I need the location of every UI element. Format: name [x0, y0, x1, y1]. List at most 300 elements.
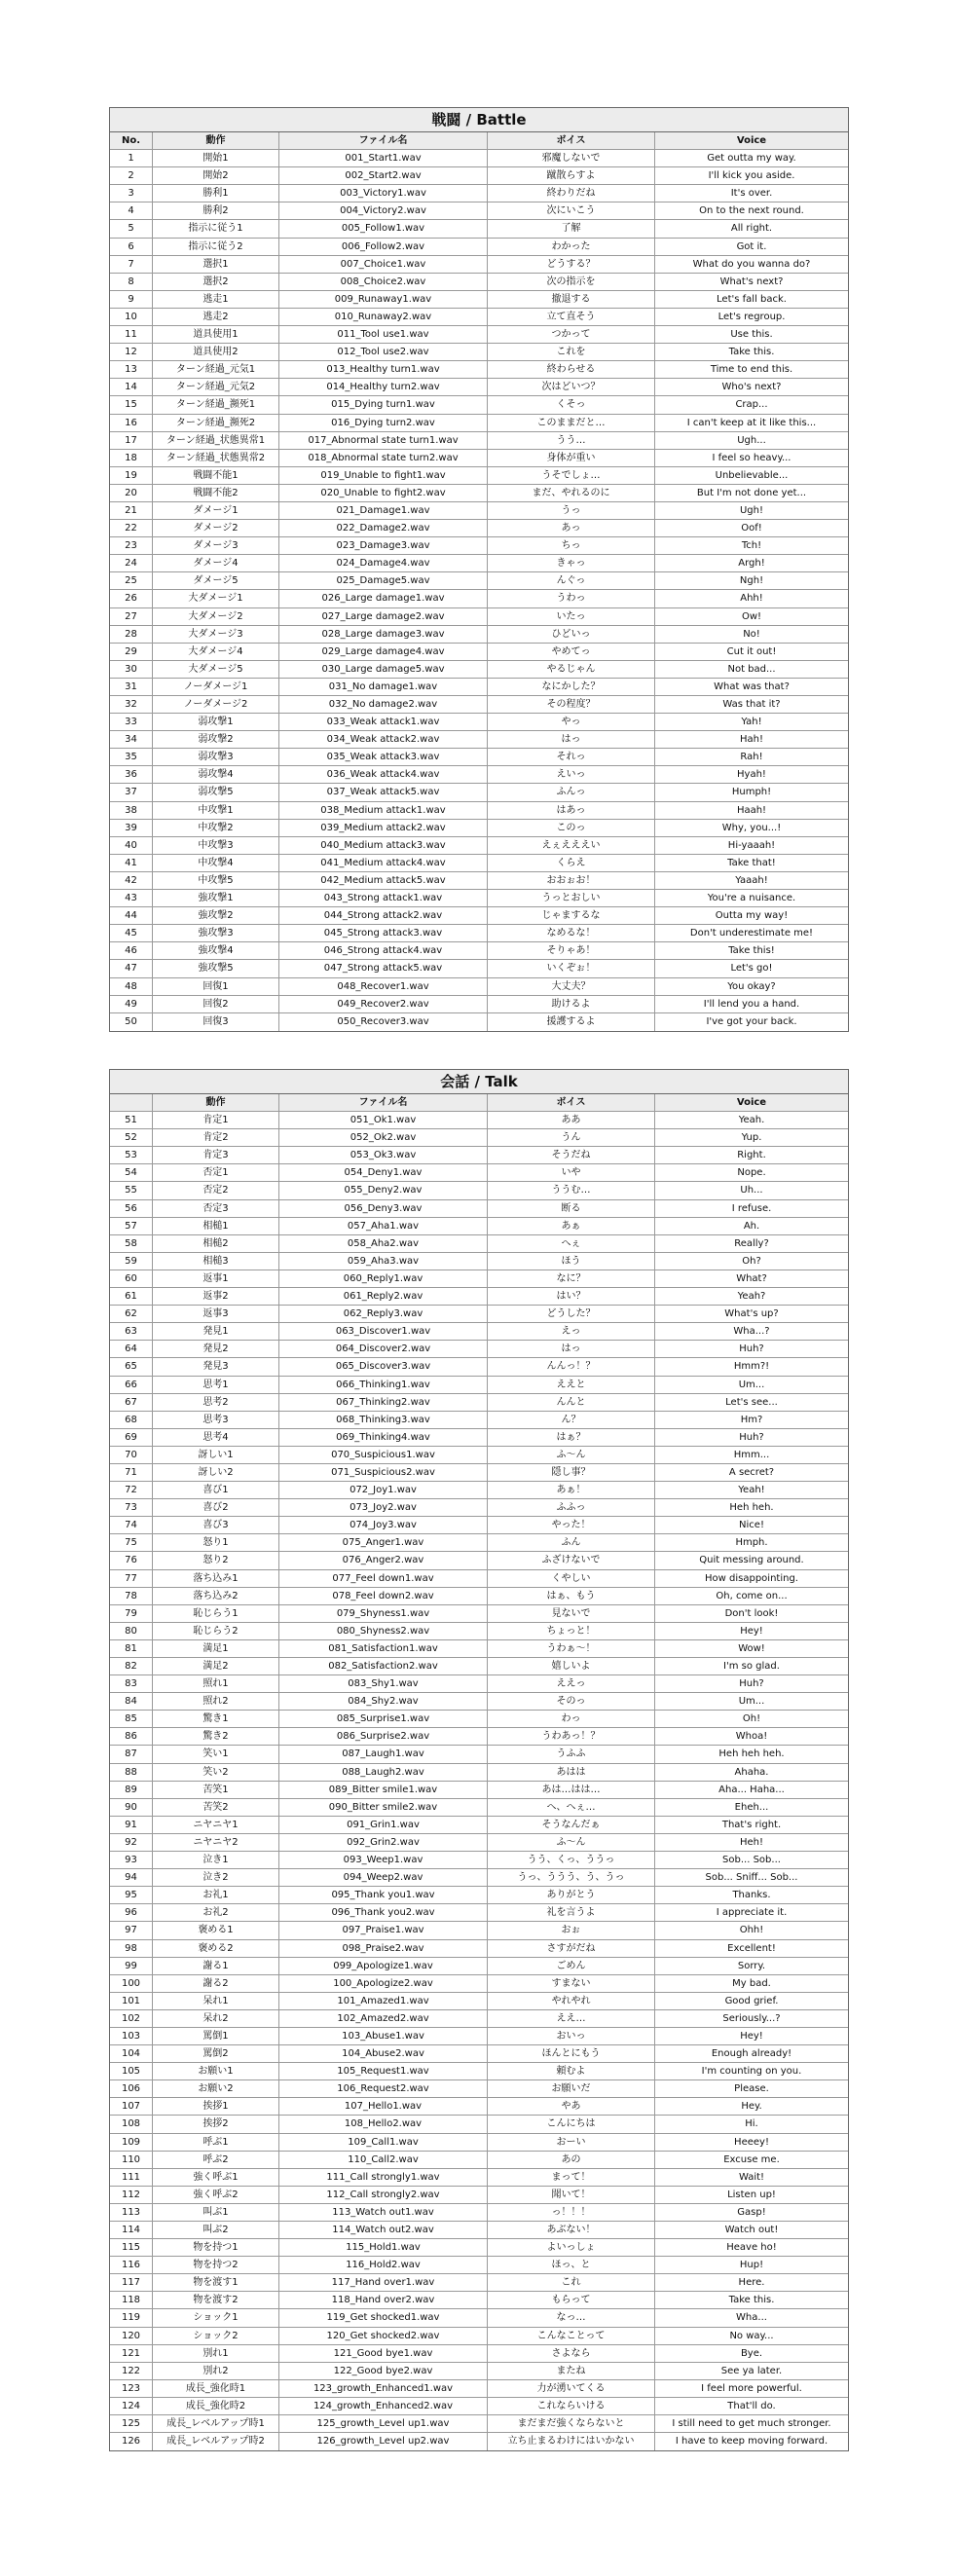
- talk-rows: [110, 1094, 848, 2450]
- voice-jp-cell: 嬉しいよ: [488, 1658, 655, 1674]
- number-cell: 62: [110, 1306, 153, 1322]
- voice-en-cell: Heh heh.: [729, 1502, 774, 1514]
- voice-en-cell: Hmm?!: [733, 1361, 770, 1373]
- action-cell: ターン経過_瀕死1: [153, 396, 279, 413]
- table-row: [110, 1570, 848, 1588]
- filename-cell: 103_Abuse1.wav: [279, 2028, 488, 2044]
- voice-jp-cell: おおぉお！: [488, 872, 655, 889]
- filename-cell: 109_Call1.wav: [279, 2134, 488, 2151]
- number-cell: 72: [110, 1482, 153, 1498]
- voice-en-cell: Let's fall back.: [717, 293, 787, 305]
- filename-cell: 105_Request1.wav: [279, 2063, 488, 2079]
- filename-cell: 120_Get shocked2.wav: [279, 2328, 488, 2344]
- action-cell: 驚き1: [153, 1711, 279, 1727]
- filename-cell: 019_Unable to fight1.wav: [279, 467, 488, 484]
- voice-jp-cell: おいっ: [488, 2028, 655, 2044]
- action-cell: 道具使用2: [153, 344, 279, 360]
- action-cell: ダメージ1: [153, 502, 279, 519]
- filename-cell: 086_Surprise2.wav: [279, 1728, 488, 1745]
- table-row: [110, 1817, 848, 1834]
- filename-cell: 029_Large damage4.wav: [279, 644, 488, 660]
- number-cell: 11: [110, 326, 153, 343]
- table-row: [110, 1675, 848, 1693]
- voice-en-cell: What was that?: [714, 681, 790, 692]
- voice-en-cell: Time to end this.: [710, 364, 793, 376]
- voice-jp-cell: 了解: [488, 220, 655, 237]
- column-header: ファイル名: [279, 132, 488, 149]
- action-cell: 罵倒2: [153, 2045, 279, 2062]
- filename-cell: 116_Hold2.wav: [279, 2257, 488, 2273]
- number-cell: 13: [110, 361, 153, 378]
- voice-en-cell: Argh!: [738, 558, 765, 570]
- voice-jp-cell: ちょっと！: [488, 1623, 655, 1639]
- table-row: [110, 907, 848, 925]
- number-cell: 28: [110, 626, 153, 643]
- table-row: [110, 661, 848, 679]
- filename-cell: 124_growth_Enhanced2.wav: [279, 2398, 488, 2414]
- action-cell: 思考2: [153, 1394, 279, 1411]
- voice-en-cell: Wha...?: [733, 1326, 770, 1338]
- action-cell: ターン経過_状態異常1: [153, 432, 279, 449]
- action-cell: お願い1: [153, 2063, 279, 2079]
- table-row: [110, 344, 848, 361]
- table-row: [110, 256, 848, 274]
- voice-en-cell: Hmm...: [733, 1449, 770, 1460]
- voice-jp-cell: うわぁ～！: [488, 1640, 655, 1657]
- filename-cell: 037_Weak attack5.wav: [279, 784, 488, 800]
- voice-jp-cell: うそでしょ…: [488, 467, 655, 484]
- number-cell: 118: [110, 2292, 153, 2308]
- voice-jp-cell: 撤退する: [488, 291, 655, 308]
- number-cell: 119: [110, 2309, 153, 2326]
- voice-en-cell: See ya later.: [720, 2365, 783, 2376]
- table-row: [110, 1887, 848, 1904]
- number-cell: 58: [110, 1235, 153, 1252]
- filename-cell: 094_Weep2.wav: [279, 1869, 488, 1886]
- voice-en-cell: Take this!: [728, 945, 775, 957]
- voice-jp-cell: はっ: [488, 731, 655, 748]
- voice-en-cell: Ow!: [741, 610, 762, 622]
- number-cell: 108: [110, 2116, 153, 2132]
- voice-jp-cell: うん: [488, 1129, 655, 1146]
- table-row: [110, 2134, 848, 2152]
- action-cell: 道具使用1: [153, 326, 279, 343]
- voice-en-cell: Yeah?: [737, 1291, 766, 1303]
- number-cell: 111: [110, 2169, 153, 2186]
- action-cell: 返事1: [153, 1270, 279, 1287]
- voice-en-cell: Crap...: [735, 399, 768, 411]
- table-row: [110, 379, 848, 396]
- action-cell: 肯定3: [153, 1147, 279, 1163]
- voice-jp-cell: えっ: [488, 1323, 655, 1340]
- number-cell: 34: [110, 731, 153, 748]
- number-cell: 81: [110, 1640, 153, 1657]
- filename-cell: 102_Amazed2.wav: [279, 2010, 488, 2027]
- filename-cell: 030_Large damage5.wav: [279, 661, 488, 678]
- filename-cell: 009_Runaway1.wav: [279, 291, 488, 308]
- action-cell: 褒める1: [153, 1922, 279, 1938]
- voice-jp-cell: うっ、ううう、う、うっ: [488, 1869, 655, 1886]
- table-row: [110, 1464, 848, 1482]
- voice-jp-cell: ちっ: [488, 537, 655, 554]
- table-row: [110, 2204, 848, 2222]
- voice-en-cell: Bye.: [740, 2347, 763, 2359]
- voice-en-cell: Was that it?: [722, 699, 781, 710]
- action-cell: 逃走1: [153, 291, 279, 308]
- filename-cell: 121_Good bye1.wav: [279, 2345, 488, 2362]
- table-row: [110, 1534, 848, 1552]
- table-row: [110, 1588, 848, 1605]
- action-cell: 相槌2: [153, 1235, 279, 1252]
- action-cell: 相槌1: [153, 1218, 279, 1234]
- table-row: [110, 415, 848, 432]
- talk-title: 会話 / Talk: [110, 1070, 848, 1094]
- action-cell: お願い2: [153, 2080, 279, 2097]
- table-row: [110, 2098, 848, 2116]
- action-cell: ターン経過_元気2: [153, 379, 279, 395]
- voice-jp-cell: こんなことって: [488, 2328, 655, 2344]
- action-cell: 指示に従う2: [153, 239, 279, 255]
- filename-cell: 064_Discover2.wav: [279, 1341, 488, 1357]
- voice-en-cell: Right.: [737, 1150, 766, 1161]
- filename-cell: 072_Joy1.wav: [279, 1482, 488, 1498]
- action-cell: 大ダメージ5: [153, 661, 279, 678]
- action-cell: 強攻撃2: [153, 907, 279, 924]
- table-row: [110, 1940, 848, 1958]
- number-cell: 98: [110, 1940, 153, 1957]
- number-cell: 43: [110, 890, 153, 906]
- filename-cell: 008_Choice2.wav: [279, 274, 488, 290]
- number-cell: 105: [110, 2063, 153, 2079]
- table-row: [110, 1412, 848, 1429]
- voice-en-cell: Wow!: [738, 1642, 765, 1654]
- filename-cell: 101_Amazed1.wav: [279, 1993, 488, 2009]
- voice-en-cell: What's next?: [719, 276, 784, 287]
- number-cell: 63: [110, 1323, 153, 1340]
- action-cell: 弱攻撃3: [153, 749, 279, 765]
- table-row: [110, 1235, 848, 1253]
- battle-rows: [110, 132, 848, 1031]
- action-cell: 成長_レベルアップ時1: [153, 2415, 279, 2432]
- voice-en-cell: Hey!: [740, 1625, 763, 1637]
- voice-jp-cell: あぁ！: [488, 1482, 655, 1498]
- voice-en-cell: My bad.: [732, 1977, 771, 1989]
- filename-cell: 039_Medium attack2.wav: [279, 820, 488, 836]
- filename-cell: 062_Reply3.wav: [279, 1306, 488, 1322]
- voice-jp-cell: お願いだ: [488, 2080, 655, 2097]
- action-cell: 褒める2: [153, 1940, 279, 1957]
- voice-en-cell: Hah!: [740, 734, 763, 746]
- table-row: [110, 239, 848, 256]
- filename-cell: 074_Joy3.wav: [279, 1517, 488, 1533]
- filename-cell: 093_Weep1.wav: [279, 1852, 488, 1868]
- filename-cell: 068_Thinking3.wav: [279, 1412, 488, 1428]
- voice-en-cell: You okay?: [727, 980, 776, 992]
- column-header: 動作: [153, 1094, 279, 1111]
- number-cell: 59: [110, 1253, 153, 1270]
- action-cell: 呼ぶ2: [153, 2152, 279, 2168]
- action-cell: 強攻撃4: [153, 942, 279, 959]
- voice-en-cell: Huh?: [739, 1431, 764, 1443]
- number-cell: 69: [110, 1429, 153, 1446]
- voice-jp-cell: どうした？: [488, 1306, 655, 1322]
- voice-jp-cell: あの: [488, 2152, 655, 2168]
- table-row: [110, 2045, 848, 2063]
- table-row: [110, 731, 848, 749]
- number-cell: 51: [110, 1112, 153, 1128]
- action-cell: 戦闘不能2: [153, 485, 279, 501]
- filename-cell: 126_growth_Level up2.wav: [279, 2433, 488, 2450]
- table-row: [110, 644, 848, 661]
- filename-cell: 004_Victory2.wav: [279, 202, 488, 219]
- filename-cell: 007_Choice1.wav: [279, 256, 488, 273]
- filename-cell: 036_Weak attack4.wav: [279, 766, 488, 783]
- action-cell: 喜び2: [153, 1499, 279, 1516]
- number-cell: 123: [110, 2380, 153, 2397]
- voice-en-cell: Really?: [734, 1237, 769, 1249]
- voice-en-cell: Don't look!: [724, 1607, 779, 1619]
- table-row: [110, 802, 848, 820]
- number-cell: 80: [110, 1623, 153, 1639]
- number-cell: 126: [110, 2433, 153, 2450]
- filename-cell: 107_Hello1.wav: [279, 2098, 488, 2115]
- table-row: [110, 1711, 848, 1728]
- number-cell: 73: [110, 1499, 153, 1516]
- action-cell: ニヤニヤ2: [153, 1834, 279, 1851]
- filename-cell: 025_Damage5.wav: [279, 572, 488, 589]
- voice-en-cell: I've got your back.: [706, 1015, 797, 1027]
- voice-jp-cell: これ: [488, 2274, 655, 2291]
- voice-jp-cell: っ！！！: [488, 2204, 655, 2221]
- action-cell: 返事3: [153, 1306, 279, 1322]
- voice-jp-cell: やるじゃん: [488, 661, 655, 678]
- table-row: [110, 1517, 848, 1534]
- filename-cell: 020_Unable to fight2.wav: [279, 485, 488, 501]
- number-cell: 60: [110, 1270, 153, 1287]
- column-header: No.: [110, 132, 153, 149]
- voice-jp-cell: いや: [488, 1164, 655, 1181]
- voice-jp-cell: 助けるよ: [488, 996, 655, 1012]
- table-row: [110, 1764, 848, 1782]
- table-row: [110, 520, 848, 537]
- number-cell: 99: [110, 1958, 153, 1974]
- action-cell: ニヤニヤ1: [153, 1817, 279, 1833]
- number-cell: 53: [110, 1147, 153, 1163]
- voice-jp-cell: やめてっ: [488, 644, 655, 660]
- filename-cell: 035_Weak attack3.wav: [279, 749, 488, 765]
- action-cell: 成長_レベルアップ時2: [153, 2433, 279, 2450]
- action-cell: 呆れ2: [153, 2010, 279, 2027]
- filename-cell: 122_Good bye2.wav: [279, 2363, 488, 2379]
- voice-en-cell: Quit messing around.: [699, 1555, 804, 1566]
- voice-jp-cell: うわあっ！？: [488, 1728, 655, 1745]
- action-cell: 開始1: [153, 150, 279, 166]
- number-cell: 20: [110, 485, 153, 501]
- voice-en-cell: Nope.: [737, 1167, 766, 1179]
- table-row: [110, 1782, 848, 1799]
- voice-jp-cell: ふ～ん: [488, 1447, 655, 1463]
- number-cell: 12: [110, 344, 153, 360]
- filename-cell: 056_Deny3.wav: [279, 1200, 488, 1217]
- table-row: [110, 890, 848, 907]
- voice-en-cell: Wha...: [736, 2312, 767, 2324]
- filename-cell: 049_Recover2.wav: [279, 996, 488, 1012]
- voice-en-cell: Oof!: [741, 523, 762, 534]
- voice-en-cell: Rah!: [740, 752, 763, 763]
- number-cell: 27: [110, 608, 153, 625]
- voice-jp-cell: その程度？: [488, 696, 655, 713]
- action-cell: ダメージ3: [153, 537, 279, 554]
- action-cell: 発見3: [153, 1358, 279, 1375]
- voice-jp-cell: あはは: [488, 1764, 655, 1781]
- voice-jp-cell: じゃまするな: [488, 907, 655, 924]
- voice-en-cell: Wait!: [738, 2171, 765, 2183]
- voice-en-cell: Hey!: [740, 2030, 763, 2042]
- number-cell: 8: [110, 274, 153, 290]
- table-row: [110, 2257, 848, 2274]
- table-row: [110, 2222, 848, 2239]
- number-cell: 104: [110, 2045, 153, 2062]
- filename-cell: 021_Damage1.wav: [279, 502, 488, 519]
- voice-en-cell: Tch!: [741, 540, 762, 552]
- voice-en-cell: Good grief.: [724, 1995, 779, 2006]
- number-cell: 19: [110, 467, 153, 484]
- number-cell: 101: [110, 1993, 153, 2009]
- voice-en-cell: Ohh!: [739, 1925, 764, 1936]
- action-cell: 中攻撃5: [153, 872, 279, 889]
- action-cell: 呆れ1: [153, 1993, 279, 2009]
- voice-en-cell: Huh?: [739, 1678, 764, 1690]
- voice-en-cell: Yeah.: [738, 1115, 765, 1126]
- filename-cell: 031_No damage1.wav: [279, 679, 488, 695]
- table-row: [110, 1147, 848, 1164]
- voice-en-cell: Hmph.: [735, 1537, 768, 1549]
- action-cell: 指示に従う1: [153, 220, 279, 237]
- filename-cell: 104_Abuse2.wav: [279, 2045, 488, 2062]
- voice-en-cell: Ah.: [743, 1220, 760, 1232]
- voice-en-cell: Ngh!: [739, 575, 764, 587]
- action-cell: 強く呼ぶ1: [153, 2169, 279, 2186]
- table-row: [110, 925, 848, 942]
- voice-jp-cell: どうする？: [488, 256, 655, 273]
- table-row: [110, 960, 848, 977]
- number-cell: 125: [110, 2415, 153, 2432]
- table-row: [110, 1341, 848, 1358]
- voice-jp-cell: くそっ: [488, 396, 655, 413]
- voice-en-cell: Not bad...: [727, 663, 776, 675]
- table-row: [110, 1799, 848, 1817]
- voice-en-cell: That'll do.: [727, 2400, 776, 2411]
- filename-cell: 012_Tool use2.wav: [279, 344, 488, 360]
- table-row: [110, 2063, 848, 2080]
- number-cell: 68: [110, 1412, 153, 1428]
- action-cell: 叫ぶ2: [153, 2222, 279, 2238]
- voice-jp-cell: 見ないで: [488, 1605, 655, 1622]
- voice-jp-cell: そうなんだぁ: [488, 1817, 655, 1833]
- table-row: [110, 1605, 848, 1623]
- action-cell: 中攻撃4: [153, 855, 279, 871]
- number-cell: 88: [110, 1764, 153, 1781]
- table-row: [110, 150, 848, 167]
- action-cell: 大ダメージ2: [153, 608, 279, 625]
- number-cell: 25: [110, 572, 153, 589]
- action-cell: 選択1: [153, 256, 279, 273]
- filename-cell: 022_Damage2.wav: [279, 520, 488, 536]
- voice-jp-cell: ううむ…: [488, 1182, 655, 1198]
- action-cell: 強く呼ぶ2: [153, 2187, 279, 2203]
- filename-cell: 095_Thank you1.wav: [279, 1887, 488, 1903]
- voice-en-cell: A secret?: [728, 1466, 775, 1478]
- column-header: ファイル名: [279, 1094, 488, 1111]
- voice-en-cell: I still need to get much stronger.: [672, 2418, 831, 2430]
- voice-en-cell: Here.: [738, 2277, 765, 2289]
- voice-jp-cell: そのっ: [488, 1693, 655, 1710]
- voice-en-cell: Humph!: [731, 787, 772, 798]
- voice-jp-cell: おぉ: [488, 1922, 655, 1938]
- voice-jp-cell: ひどいっ: [488, 626, 655, 643]
- voice-jp-cell: うわっ: [488, 590, 655, 607]
- voice-en-cell: How disappointing.: [705, 1572, 798, 1584]
- table-row: [110, 1993, 848, 2010]
- table-row: [110, 820, 848, 837]
- action-cell: 逃走2: [153, 309, 279, 325]
- table-row: [110, 537, 848, 555]
- action-cell: 挨拶1: [153, 2098, 279, 2115]
- table-row: [110, 2328, 848, 2345]
- voice-jp-cell: それっ: [488, 749, 655, 765]
- number-cell: 61: [110, 1288, 153, 1305]
- number-cell: 21: [110, 502, 153, 519]
- table-row: [110, 185, 848, 202]
- number-cell: 36: [110, 766, 153, 783]
- table-row: [110, 837, 848, 855]
- table-row: [110, 1640, 848, 1658]
- filename-cell: 089_Bitter smile1.wav: [279, 1782, 488, 1798]
- number-cell: 55: [110, 1182, 153, 1198]
- voice-jp-cell: またね: [488, 2363, 655, 2379]
- filename-cell: 088_Laugh2.wav: [279, 1764, 488, 1781]
- number-cell: 95: [110, 1887, 153, 1903]
- action-cell: 弱攻撃1: [153, 714, 279, 730]
- voice-en-cell: Take this.: [728, 347, 775, 358]
- filename-cell: 113_Watch out1.wav: [279, 2204, 488, 2221]
- voice-jp-cell: はっ: [488, 1341, 655, 1357]
- voice-jp-cell: はぁ、もう: [488, 1588, 655, 1604]
- number-cell: 97: [110, 1922, 153, 1938]
- action-cell: 回復3: [153, 1013, 279, 1031]
- voice-en-cell: Take this.: [728, 2295, 775, 2306]
- action-cell: 弱攻撃2: [153, 731, 279, 748]
- table-row: [110, 572, 848, 590]
- filename-cell: 078_Feel down2.wav: [279, 1588, 488, 1604]
- voice-en-cell: Aha... Haha...: [718, 1784, 785, 1795]
- voice-en-cell: Thanks.: [732, 1890, 771, 1901]
- table-row: [110, 326, 848, 344]
- voice-en-cell: No way...: [729, 2330, 774, 2341]
- filename-cell: 016_Dying turn2.wav: [279, 415, 488, 431]
- filename-cell: 018_Abnormal state turn2.wav: [279, 450, 488, 466]
- action-cell: 回復1: [153, 978, 279, 995]
- voice-jp-cell: うっ: [488, 502, 655, 519]
- table-row: [110, 1623, 848, 1640]
- filename-cell: 125_growth_Level up1.wav: [279, 2415, 488, 2432]
- table-row: [110, 450, 848, 467]
- voice-jp-cell: んんと: [488, 1394, 655, 1411]
- action-cell: 物を持つ2: [153, 2257, 279, 2273]
- number-cell: 115: [110, 2239, 153, 2256]
- battle-title: 戦闘 / Battle: [110, 108, 848, 132]
- battle-table: [109, 107, 849, 1032]
